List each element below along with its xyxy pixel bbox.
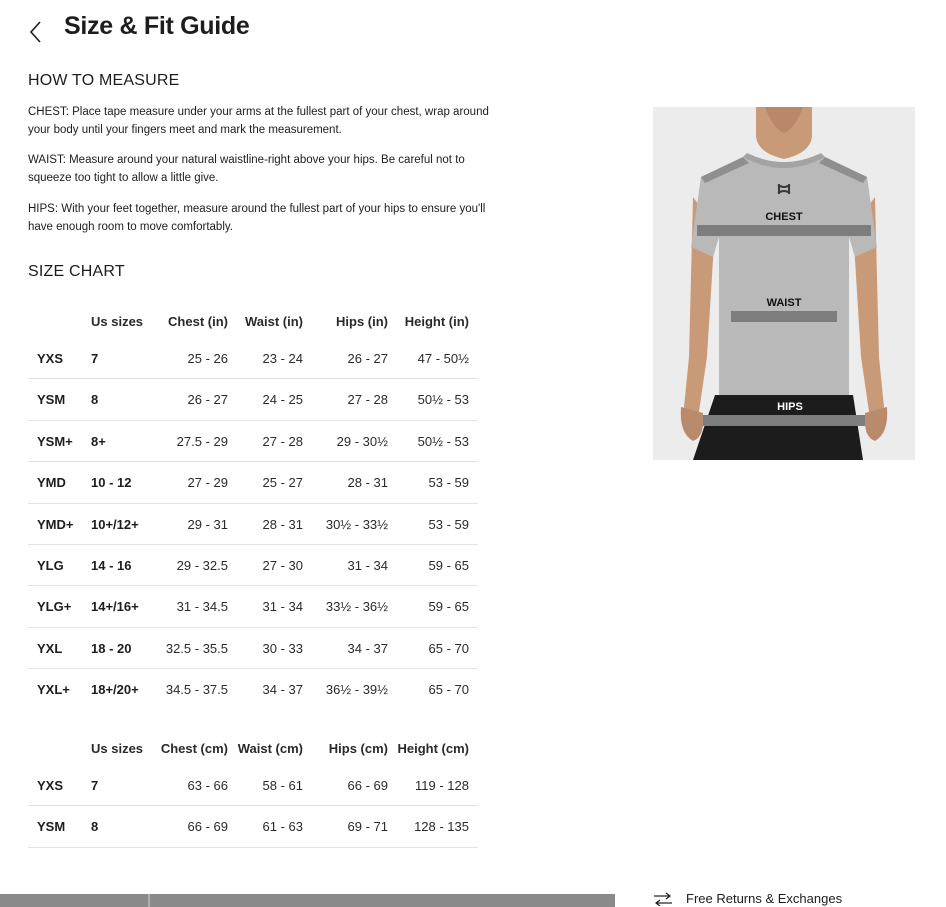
us-size-cell: 8 — [91, 392, 99, 408]
free-returns-link[interactable] — [652, 891, 842, 906]
us-size-cell: 14+/16+ — [91, 599, 139, 615]
column-header: Us sizes — [91, 741, 144, 756]
measurement-cell: 47 - 50½ — [417, 351, 469, 366]
chest-label: CHEST — [765, 211, 803, 223]
column-header: Height (in) — [404, 314, 469, 329]
chest-instructions: CHEST: Place tape measure under your arms at the fullest part of your chest, wrap around your body until your fingers meet and mark the measurement. — [28, 106, 489, 136]
measurement-cell: 29 - 30½ — [336, 433, 388, 449]
page-header — [0, 0, 946, 60]
measurement-cell: 27 - 29 — [187, 475, 228, 491]
footer-divider — [148, 894, 150, 907]
table-row — [28, 504, 478, 545]
size-code-cell: YXL+ — [37, 682, 70, 698]
measurement-cell: 27 - 28 — [262, 433, 303, 449]
column-header: Waist (in) — [244, 314, 303, 329]
table-row — [28, 765, 478, 806]
table-row — [28, 462, 478, 503]
column-header: Hips (cm) — [328, 741, 388, 756]
measurement-cell: 33½ - 36½ — [325, 599, 388, 615]
us-size-cell: 14 - 16 — [91, 557, 132, 573]
measurement-cell: 66 - 69 — [347, 778, 388, 793]
table-row — [28, 421, 478, 462]
size-code-cell: YXS — [37, 351, 64, 366]
measurement-cell: 63 - 66 — [187, 778, 228, 793]
measurement-cell: 27 - 28 — [347, 392, 388, 408]
free-returns-label: Free Returns & Exchanges — [686, 891, 843, 906]
column-header: Waist (cm) — [237, 741, 303, 756]
size-code-cell: YSM — [37, 819, 66, 835]
column-header: Hips (in) — [336, 314, 388, 329]
column-header: Chest (cm) — [160, 741, 228, 756]
table-row — [28, 669, 478, 710]
measurement-cell: 26 - 27 — [347, 351, 388, 366]
measurement-cell: 29 - 32.5 — [176, 557, 228, 573]
us-size-cell: 8+ — [91, 433, 106, 449]
measurement-cell: 50½ - 53 — [417, 433, 469, 449]
measurement-cell: 34 - 37 — [347, 640, 388, 656]
size-code-cell: YSM+ — [37, 433, 73, 449]
table-row — [28, 806, 478, 847]
waist-instructions: WAIST: Measure around your natural waistline-right above your hips. Be careful not to squeeze too tight to allow a little give. — [28, 154, 465, 184]
table-row — [28, 545, 478, 586]
measurement-cell: 50½ - 53 — [417, 392, 469, 408]
measurement-cell: 23 - 24 — [262, 351, 303, 366]
measurement-cell: 119 - 128 — [415, 778, 469, 793]
table-row — [28, 628, 478, 669]
size-code-cell: YLG+ — [37, 599, 72, 615]
measurement-cell: 65 - 70 — [428, 682, 469, 698]
measurement-cell: 31 - 34.5 — [176, 599, 228, 615]
us-size-cell: 7 — [91, 351, 99, 366]
measurement-cell: 53 - 59 — [428, 516, 469, 532]
measurement-cell: 29 - 31 — [187, 516, 228, 532]
column-header: Height (cm) — [397, 741, 469, 756]
measurement-cell: 59 - 65 — [428, 557, 469, 573]
page-title: Size & Fit Guide — [64, 12, 250, 40]
measurement-cell: 69 - 71 — [347, 819, 388, 835]
how-to-measure-heading: HOW TO MEASURE — [28, 72, 180, 89]
measurement-cell: 58 - 61 — [262, 778, 303, 793]
measurement-cell: 34.5 - 37.5 — [165, 682, 228, 698]
us-size-cell: 8 — [91, 819, 99, 835]
us-size-cell: 7 — [91, 778, 99, 793]
measurement-cell: 28 - 31 — [347, 475, 388, 491]
size-code-cell: YXS — [37, 778, 64, 793]
measurement-cell: 28 - 31 — [262, 516, 303, 532]
table-row — [28, 338, 478, 379]
hips-label: HIPS — [777, 401, 803, 413]
back-button[interactable] — [22, 16, 52, 46]
table-row — [28, 586, 478, 627]
measurement-cell: 30½ - 33½ — [325, 516, 388, 532]
measurement-cell: 24 - 25 — [262, 392, 303, 408]
table-header-row — [28, 306, 478, 338]
exchange-arrows-icon — [652, 892, 674, 906]
measurement-cell: 31 - 34 — [262, 599, 303, 615]
us-size-cell: 18+/20+ — [91, 682, 139, 698]
size-code-cell: YLG — [37, 557, 64, 573]
measurement-cell: 34 - 37 — [262, 682, 303, 698]
size-code-cell: YMD+ — [37, 516, 74, 532]
hips-instructions: HIPS: With your feet together, measure around the fullest part of your hips to ensure you'll have enough room to move comfortably. — [28, 203, 486, 233]
waist-label: WAIST — [766, 297, 802, 309]
measurement-cell: 53 - 59 — [428, 475, 469, 491]
measurement-cell: 25 - 27 — [262, 475, 303, 491]
chevron-left-icon — [22, 16, 52, 46]
measurement-cell: 65 - 70 — [428, 640, 469, 656]
measurement-cell: 66 - 69 — [187, 819, 228, 835]
us-size-cell: 10+/12+ — [91, 516, 139, 532]
measurement-cell: 32.5 - 35.5 — [165, 640, 228, 656]
size-code-cell: YSM — [37, 392, 66, 408]
measurement-cell: 59 - 65 — [428, 599, 469, 615]
size-table-inches — [28, 306, 478, 711]
measurement-cell: 27 - 30 — [262, 557, 303, 573]
fit-model-image — [653, 107, 915, 460]
table-row — [28, 379, 478, 420]
measurement-cell: 25 - 26 — [187, 351, 228, 366]
measurement-cell: 31 - 34 — [347, 557, 388, 573]
size-table-cm — [28, 733, 478, 848]
measurement-cell: 61 - 63 — [262, 819, 303, 835]
size-code-cell: YMD — [37, 475, 66, 491]
table-header-row — [28, 733, 478, 765]
size-chart-heading: SIZE CHART — [28, 263, 125, 280]
measurement-cell: 128 - 135 — [414, 819, 469, 835]
measurement-cell: 36½ - 39½ — [325, 682, 388, 698]
us-size-cell: 10 - 12 — [91, 475, 132, 491]
column-header: Chest (in) — [168, 314, 228, 329]
measurement-cell: 26 - 27 — [187, 392, 228, 408]
size-code-cell: YXL — [37, 640, 63, 656]
column-header: Us sizes — [91, 314, 144, 329]
us-size-cell: 18 - 20 — [91, 640, 132, 656]
measurement-cell: 30 - 33 — [262, 640, 303, 656]
measurement-cell: 27.5 - 29 — [176, 433, 228, 449]
